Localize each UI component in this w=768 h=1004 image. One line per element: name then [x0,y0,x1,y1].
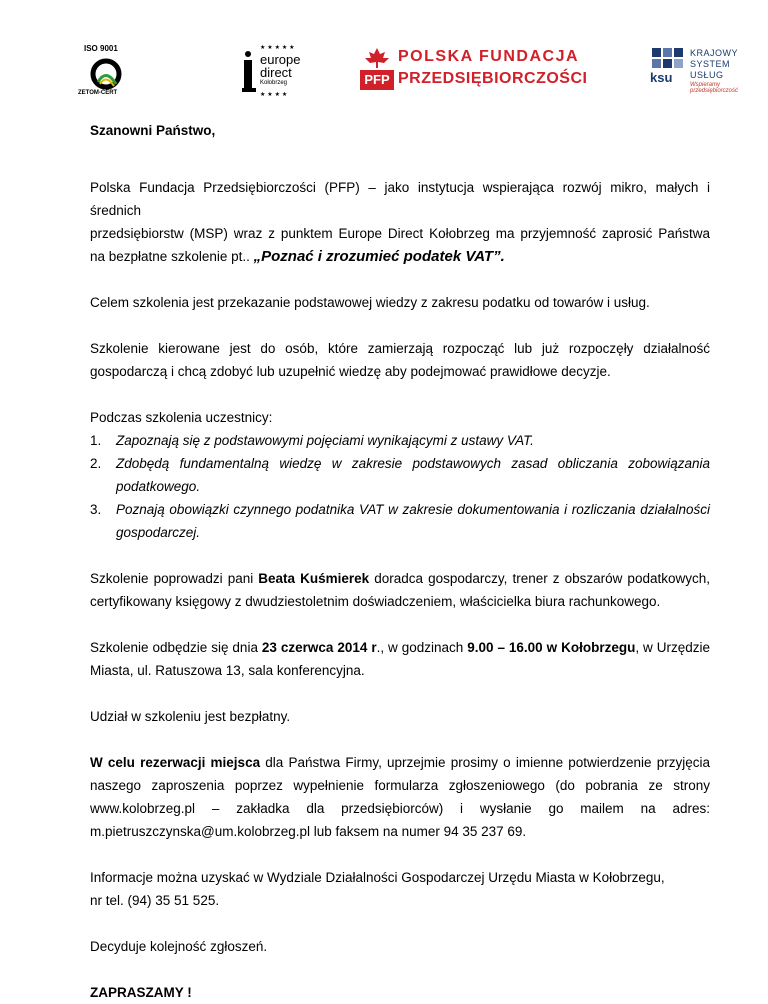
svg-text:★ ★ ★ ★ ★: ★ ★ ★ ★ ★ [260,44,295,51]
date-paragraph: Szkolenie odbędzie się dnia 23 czerwca 2014 r., w godzinach 9.00 – 16.00 w Kołobrzegu, w Urzędzie Miasta, ul. Ratuszowa 13, sala konferencyjna. [90,640,710,678]
trainer-name: Beata Kuśmierek [258,571,370,586]
ksu-line3: USŁUG [690,70,724,80]
reservation-paragraph: W celu rezerwacji miejsca dla Państwa Firmy, uprzejmie prosimy o imienne potwierdzenie przyjęcia naszego zaproszenia poprzez wypełnienie formularza zgłoszeniowego (do pobrania ze strony www.kolobrzeg.pl – zakładka dla przedsiębiorców) i wysłanie go mailem na adres: m.pietruszczynska@um.kolobrzeg.pl lub faksem na numer 94 35 237 69. [90,755,710,839]
europe-direct-city: Kołobrzeg [260,80,288,86]
europe-word: europe [260,52,301,67]
training-time-place: 9.00 – 16.00 w Kołobrzegu [467,640,636,655]
iso-9001-logo [76,44,140,102]
outcome-item: 2. Zdobędą fundamentalną wiedzę w zakresie podstawowych zasad obliczania zobowiązania podatkowego. [90,456,710,494]
order-note: Decyduje kolejność zgłoszeń. [90,939,268,954]
logo-bar [0,40,768,100]
info-line-1: Informacje można uzyskać w Wydziale Działalności Gospodarczej Urzędu Miasta w Kołobrzegu, [90,870,665,885]
svg-text:★ ★ ★ ★: ★ ★ ★ ★ [260,91,288,98]
training-date: 23 czerwca 2014 r [261,640,377,655]
outcomes-list [90,429,710,544]
direct-word: direct [260,65,292,80]
pfp-logo [360,46,610,96]
maple-leaf-icon [360,46,394,68]
intro-line-3 [90,245,710,268]
ksu-line2: SYSTEM [690,59,731,69]
ksu-abbr: ksu [650,70,673,85]
pfp-badge: PFP [360,70,394,90]
ksu-logo [650,44,754,96]
iso-label: ISO 9001 [84,44,118,53]
intro-line-1: Polska Fundacja Przedsiębiorczości (PFP) – jako instytucja wspierająca rozwój mikro, małych i średnich [90,180,710,218]
outcome-item: 3. Poznają obowiązki czynnego podatnika VAT w zakresie dokumentowania i rozliczania działalności gospodarczej. [90,502,710,540]
zetom-label: ZETOM-CERT [78,90,118,96]
reservation-bold: W celu rezerwacji miejsca [90,755,261,770]
ksu-line1: KRAJOWY [690,48,739,58]
free-participation: Udział w szkoleniu jest bezpłatny. [90,709,291,724]
intro-prefix: na bezpłatne szkolenie pt.. [90,249,254,264]
training-title: „Poznać i zrozumieć podatek VAT”. [253,248,505,265]
letter-body [90,119,710,1004]
info-line-2: nr tel. (94) 35 51 525. [90,893,220,908]
europe-direct-logo [238,42,318,98]
pfp-name-line2: PRZEDSIĘBIORCZOŚCI [398,70,588,87]
training-goal: Celem szkolenia jest przekazanie podstawowej wiedzy z zakresu podatku od towarów i usług. [90,295,650,310]
outcome-item: 1. Zapoznają się z podstawowymi pojęciami wynikającymi z ustawy VAT. [90,433,534,448]
pfp-name-line1: POLSKA FUNDACJA [398,48,580,65]
intro-line-2: przedsiębiorstw (MSP) wraz z punktem Europe Direct Kołobrzeg ma przyjemność zaprosić Państwa [90,226,710,241]
closing: ZAPRASZAMY ! [90,985,192,1000]
ksu-grid-icon [650,46,688,72]
participants-heading: Podczas szkolenia uczestnicy: [90,410,273,425]
trainer-paragraph: Szkolenie poprowadzi pani Beata Kuśmierek doradca gospodarczy, trener z obszarów podatkowych, certyfikowany księgowy z dwudziestoletnim doświadczeniem, właścicielka biura rachunkowego. [90,571,710,609]
ksu-tagline: Wspieramy przedsiębiorczość [690,82,739,94]
salutation: Szanowni Państwo, [90,123,216,138]
training-audience: Szkolenie kierowane jest do osób, które zamierzają rozpocząć lub już rozpoczęły działalność gospodarczą i chcą zdobyć lub uzupełnić wiedzę aby podejmować prawidłowe decyzje. [90,341,710,379]
